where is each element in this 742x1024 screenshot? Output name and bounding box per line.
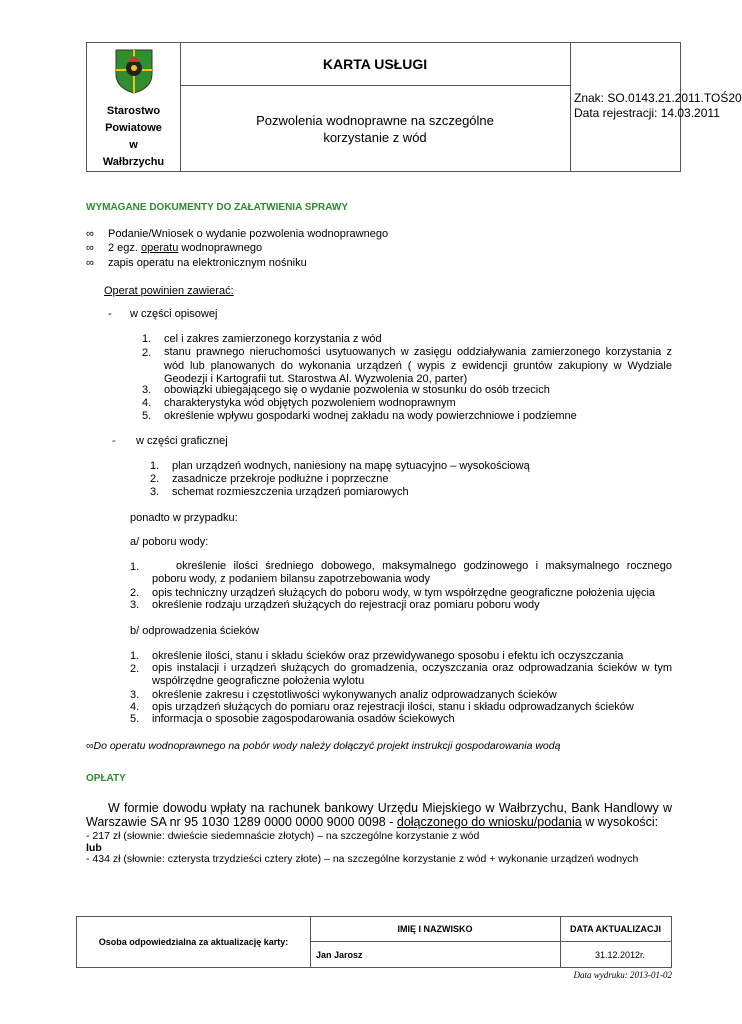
subject-line: Pozwolenia wodnoprawne na szczególne — [256, 112, 494, 128]
list-item: 3. określenie zakresu i częstotliwości wykonywanych analiz odprowadzanych ścieków — [130, 689, 557, 701]
date-header: DATA AKTUALIZACJI — [560, 917, 671, 942]
list-item: ∞ 2 egz. operatu wodnoprawnego — [86, 242, 263, 254]
list-item: ∞ Podanie/Wniosek o wydanie pozwolenia wodnoprawnego — [86, 228, 389, 240]
reference-number: Znak: SO.0143.21.2011.TOŚ20 — [574, 91, 742, 105]
org-line: Wałbrzychu — [102, 156, 165, 168]
list-item: ∞ zapis operatu na elektronicznym nośniku — [86, 257, 307, 269]
print-date: Data wydruku: 2013-01-02 — [573, 970, 672, 980]
fee-option: - 217 zł (słownie: dwieście siedemnaście złotych) – na szczególne korzystanie z wód — [86, 830, 480, 842]
list-item-text: opis instalacji i urządzeń służących do gromadzenia, oczyszczania oraz odprowadzania ścieków w tym współrzędne geograficzne położenia wylotu — [152, 662, 672, 687]
organization-name — [87, 103, 180, 171]
header-title-cell — [180, 43, 571, 171]
update-date: 31.12.2012r. — [594, 949, 645, 960]
footer-table — [76, 916, 672, 968]
dash-bullet: - — [108, 308, 112, 320]
name-header: IMIĘ I NAZWISKO — [310, 917, 560, 942]
org-line: w — [129, 139, 138, 151]
list-item: 1. cel i zakres zamierzonego korzystania z wód — [142, 333, 382, 345]
header-logo-cell — [87, 43, 181, 171]
reference-info — [574, 91, 742, 121]
fee-or: lub — [86, 842, 102, 854]
coat-of-arms-icon — [114, 48, 154, 94]
list-item: 4. charakterystyka wód objętych pozwoleniem wodnoprawnym — [142, 397, 456, 409]
fees-intro: W formie dowodu wpłaty na rachunek bankowy Urzędu Miejskiego w Wałbrzychu, Bank Handlowy w Warszawie SA nr 95 1030 1289 0000 0000 9000 0098 - dołączonego do wniosku/podania w wysokości: — [86, 801, 672, 829]
descriptive-part-heading: w części opisowej — [130, 308, 218, 320]
list-item-text: stanu prawnego nieruchomości usytuowanych w zasięgu oddziaływania zamierzonego korzystania z wód lub planowanych do wykonania urządzeń ( wypis z ewidencji gruntów zakupiony w Wydziale Geodezji i Kartografii tut. Starostwa Al. Wyzwolenia 20, parter) — [164, 346, 672, 385]
list-item: 3. obowiązki ubiegającego się o wydanie pozwolenia w stosunku do osób trzecich — [142, 384, 550, 396]
list-item: 5. informacja o sposobie zagospodarowania osadów ściekowych — [130, 713, 455, 725]
list-item: 2. opis techniczny urządzeń służących do poboru wody, w tym współrzędne geograficzne położenia ujęcia — [130, 587, 656, 599]
list-item: 1. plan urządzeń wodnych, naniesiony na mapę sytuacyjno – wysokościową — [150, 460, 530, 472]
card-title: KARTA USŁUGI — [180, 43, 570, 86]
list-item: 3. określenie rodzaju urządzeń służących do rejestracji oraz pomiaru poboru wody — [130, 599, 540, 611]
fee-option: - 434 zł (słownie: czterysta trzydzieści cztery złote) – na szczególne korzystanie z wód + wykonanie urządzeń wodnych — [86, 853, 639, 865]
fees-heading: OPŁATY — [86, 773, 126, 784]
list-item: 2. zasadnicze przekroje podłużne i poprzeczne — [150, 473, 389, 485]
infinity-bullet-icon: ∞ — [86, 228, 94, 240]
registration-date: Data rejestracji: 14.03.2011 — [574, 106, 720, 120]
list-item: 4. opis urządzeń służących do pomiaru oraz rejestracji ilości, stanu i składu odprowadzanych ścieków — [130, 701, 634, 713]
list-item: 1. określenie ilości, stanu i składu ścieków oraz przewidywanego sposobu i efektu ich oczyszczania — [130, 650, 624, 662]
operat-heading: Operat powinien zawierać: — [104, 285, 234, 297]
subject-line: korzystanie z wód — [323, 129, 427, 145]
name-cell — [310, 917, 561, 967]
sewage-heading: b/ odprowadzenia ścieków — [130, 625, 260, 637]
water-intake-heading: a/ poboru wody: — [130, 536, 209, 548]
graphic-part-heading: w części graficznej — [136, 435, 228, 447]
infinity-bullet-icon: ∞ — [86, 740, 94, 752]
header-table — [86, 42, 742, 172]
list-number: 2. — [130, 663, 140, 675]
responsible-label: Osoba odpowiedzialna za aktualizację karty: — [77, 917, 311, 967]
date-cell — [560, 917, 671, 967]
infinity-bullet-icon: ∞ — [86, 242, 94, 254]
list-item: 2. — [142, 347, 152, 359]
org-line: Powiatowe — [105, 122, 162, 134]
org-line: Starostwo — [106, 105, 161, 117]
header-reference-cell — [570, 43, 742, 171]
additional-cases-heading: ponadto w przypadku: — [130, 512, 238, 524]
list-item: 3. schemat rozmieszczenia urządzeń pomiarowych — [150, 486, 409, 498]
list-item: 5. określenie wpływu gospodarki wodnej zakładu na wody powierzchniowe i podziemne — [142, 410, 577, 422]
required-documents-heading: WYMAGANE DOKUMENTY DO ZAŁATWIENIA SPRAWY — [86, 202, 349, 213]
note: ∞Do operatu wodnoprawnego na pobór wody należy dołączyć projekt instrukcji gospodarowania wodą — [86, 740, 561, 752]
list-item-text: określenie ilości średniego dobowego, maksymalnego godzinowego i maksymalnego rocznego poboru wody, z podaniem bilansu zapotrzebowania wody — [152, 560, 672, 585]
service-subject — [180, 86, 570, 171]
list-number: 1. — [130, 561, 140, 573]
responsible-name: Jan Jarosz — [316, 949, 363, 960]
infinity-bullet-icon: ∞ — [86, 257, 94, 269]
dash-bullet: - — [112, 435, 116, 447]
